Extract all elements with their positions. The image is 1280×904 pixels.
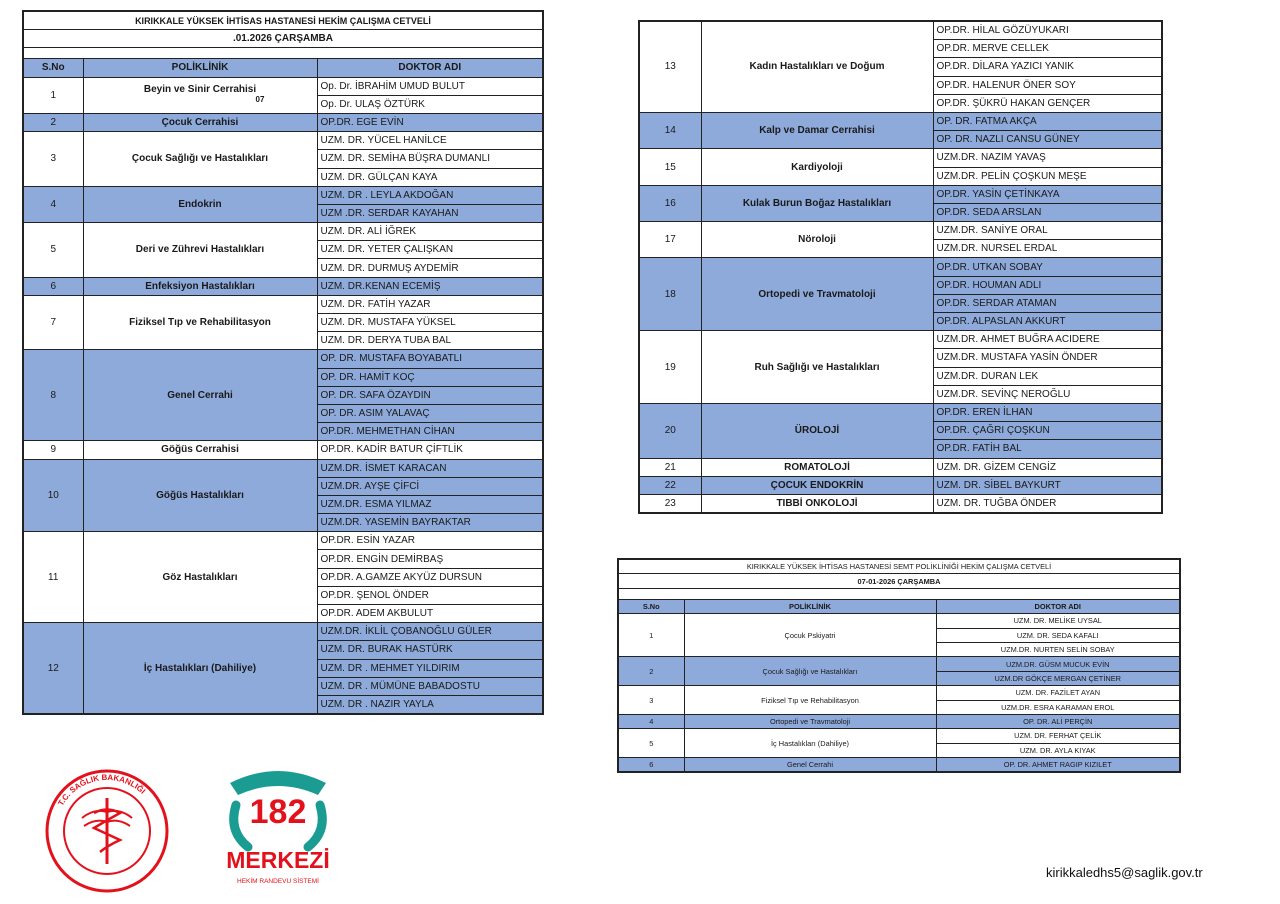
clinic-name	[83, 223, 317, 278]
row-number: 10	[23, 459, 83, 532]
clinic-name	[684, 714, 936, 728]
doctor-name: OP.DR. YASİN ÇETİNKAYA	[933, 185, 1162, 203]
logo-number: 182	[249, 793, 307, 831]
clinic-note: 07	[255, 95, 265, 105]
doctor-name: UZM. DR. FERHAT ÇELİK	[936, 729, 1180, 743]
table-row	[639, 222, 1162, 240]
table-row	[23, 441, 543, 459]
clinic-name	[701, 458, 933, 476]
table-row	[639, 458, 1162, 476]
semt-col-header-doctor: DOKTOR ADI	[936, 599, 1180, 613]
doctor-name: UZM. DR. DURMUŞ AYDEMİR	[317, 259, 543, 277]
clinic-name	[701, 185, 933, 221]
clinic-label: Enfeksiyon Hastalıkları	[145, 280, 255, 292]
table-title: KIRIKKALE YÜKSEK İHTİSAS HASTANESİ HEKİM ÇALIŞMA CETVELİ	[23, 11, 543, 30]
logo-word: MERKEZİ	[226, 847, 330, 873]
clinic-name	[83, 441, 317, 459]
doctor-name: UZM.DR. DURAN LEK	[933, 367, 1162, 385]
merkezi-182-logo	[222, 765, 334, 890]
clinic-label: Genel Cerrahi	[167, 389, 233, 401]
semt-schedule-table	[617, 558, 1181, 773]
doctor-name: OP.DR. ŞENOL ÖNDER	[317, 586, 543, 604]
doctor-name: OP. DR. SAFA ÖZAYDIN	[317, 386, 543, 404]
semt-col-header-no: S.No	[618, 599, 684, 613]
table-row	[23, 623, 543, 641]
row-number: 12	[23, 623, 83, 714]
row-number: 18	[639, 258, 701, 331]
table-row	[618, 729, 1180, 743]
clinic-name	[684, 729, 936, 758]
clinic-name	[684, 686, 936, 715]
clinic-label: Kadın Hastalıkları ve Doğum	[749, 61, 885, 73]
doctor-name: UZM.DR. ESMA YILMAZ	[317, 495, 543, 513]
table-row	[23, 223, 543, 241]
doctor-name: OP. DR. FATMA AKÇA	[933, 112, 1162, 130]
table-row	[618, 714, 1180, 728]
doctor-name: OP.DR. SERDAR ATAMAN	[933, 294, 1162, 312]
row-number: 9	[23, 441, 83, 459]
doctor-name: UZM.DR. SEVİNÇ NEROĞLU	[933, 385, 1162, 403]
doctor-name: UZM.DR. AYŞE ÇİFCİ	[317, 477, 543, 495]
row-number: 16	[639, 185, 701, 221]
clinic-label: Göz Hastalıkları	[162, 571, 238, 583]
row-number: 2	[23, 113, 83, 131]
doctor-name: UZM. DR . MÜMÜNE BABADOSTU	[317, 677, 543, 695]
doctor-name: OP. DR. HAMİT KOÇ	[317, 368, 543, 386]
doctor-name: OP.DR. MERVE CELLEK	[933, 40, 1162, 58]
doctor-name: UZM. DR. FAZİLET AYAN	[936, 686, 1180, 700]
table-row	[618, 686, 1180, 700]
row-number: 2	[618, 657, 684, 686]
clinic-label: ÇOCUK ENDOKRİN	[770, 479, 864, 491]
doctor-name: UZM. DR. SİBEL BAYKURT	[933, 476, 1162, 494]
table-date: .01.2026 ÇARŞAMBA	[23, 30, 543, 48]
table-row	[639, 403, 1162, 421]
table-row	[618, 614, 1180, 628]
clinic-label: ROMATOLOJİ	[784, 461, 850, 473]
doctor-name: OP.DR. HOUMAN ADLI	[933, 276, 1162, 294]
row-number: 3	[23, 132, 83, 187]
logo-subtitle: HEKİM RANDEVU SİSTEMİ	[237, 878, 319, 885]
doctor-name: OP.DR. DİLARA YAZICI YANIK	[933, 58, 1162, 76]
clinic-label: TIBBİ ONKOLOJİ	[776, 497, 858, 509]
doctor-name: UZM. DR . LEYLA AKDOĞAN	[317, 186, 543, 204]
doctor-name: UZM .DR. SERDAR KAYAHAN	[317, 204, 543, 222]
table-row	[639, 185, 1162, 203]
doctor-name: UZM.DR. YASEMİN BAYRAKTAR	[317, 514, 543, 532]
clinic-name	[701, 494, 933, 513]
clinic-label: Kulak Burun Boğaz Hastalıkları	[742, 197, 892, 209]
clinic-label: Ruh Sağlığı ve Hastalıkları	[754, 361, 880, 373]
doctor-name: UZM. DR. AYLA KIYAK	[936, 743, 1180, 757]
doctor-name: UZM.DR. PELİN ÇOŞKUN MEŞE	[933, 167, 1162, 185]
doctor-name: OP. DR. NAZLI CANSU GÜNEY	[933, 131, 1162, 149]
clinic-label: Kardiyoloji	[791, 161, 843, 173]
row-number: 20	[639, 403, 701, 458]
clinic-label: Çocuk Sağlığı ve Hastalıkları	[131, 153, 269, 165]
clinic-name	[701, 476, 933, 494]
doctor-name: UZM.DR. İSMET KARACAN	[317, 459, 543, 477]
row-number: 6	[23, 277, 83, 295]
row-number: 6	[618, 758, 684, 773]
doctor-name: UZM. DR. SEDA KAFALI	[936, 628, 1180, 642]
clinic-label: Endokrin	[178, 198, 222, 210]
doctor-name: OP. DR. ALİ PERÇİN	[936, 714, 1180, 728]
table-row	[23, 459, 543, 477]
clinic-label: Beyin ve Sinir Cerrahisi	[143, 84, 257, 96]
doctor-name: OP.DR. A.GAMZE AKYÜZ DURSUN	[317, 568, 543, 586]
doctor-name: OP.DR. FATİH BAL	[933, 440, 1162, 458]
table-row	[618, 657, 1180, 671]
clinic-name	[83, 532, 317, 623]
table-row	[639, 331, 1162, 349]
col-header-clinic: POLİKLİNİK	[83, 59, 317, 77]
table-row	[639, 21, 1162, 40]
doctor-name: UZM.DR. NURSEL ERDAL	[933, 240, 1162, 258]
row-number: 1	[23, 77, 83, 113]
clinic-label: Fiziksel Tıp ve Rehabilitasyon	[129, 317, 271, 329]
table-row	[23, 77, 543, 95]
table-row	[23, 295, 543, 313]
doctor-name: UZM. DR. YETER ÇALIŞKAN	[317, 241, 543, 259]
clinic-name	[83, 295, 317, 350]
doctor-name: UZM.DR. NURTEN SELİN SOBAY	[936, 642, 1180, 656]
continued-schedule-table	[638, 20, 1163, 514]
doctor-name: UZM. DR. MUSTAFA YÜKSEL	[317, 314, 543, 332]
doctor-name: OP.DR. ALPASLAN AKKURT	[933, 313, 1162, 331]
doctor-name: UZM. DR.KENAN ECEMİŞ	[317, 277, 543, 295]
clinic-label: Çocuk Cerrahisi	[161, 117, 239, 129]
row-number: 19	[639, 331, 701, 404]
doctor-name: UZM. DR . MEHMET YILDIRIM	[317, 659, 543, 677]
table-row	[618, 758, 1180, 773]
row-number: 21	[639, 458, 701, 476]
table-row	[639, 476, 1162, 494]
clinic-name	[701, 149, 933, 185]
clinic-name	[83, 113, 317, 131]
doctor-name: UZM.DR. SANİYE ORAL	[933, 222, 1162, 240]
doctor-name: OP. DR. AHMET RAGIP KIZILET	[936, 758, 1180, 773]
table-row	[639, 258, 1162, 276]
row-number: 5	[618, 729, 684, 758]
doctor-name: UZM. DR. FATİH YAZAR	[317, 295, 543, 313]
clinic-label: İç Hastalıkları (Dahiliye)	[143, 662, 257, 674]
row-number: 15	[639, 149, 701, 185]
clinic-label: Göğüs Cerrahisi	[161, 444, 239, 456]
doctor-name: OP.DR. KADİR BATUR ÇİFTLİK	[317, 441, 543, 459]
clinic-name	[701, 112, 933, 148]
doctor-name: UZM. DR. BURAK HASTÜRK	[317, 641, 543, 659]
doctor-name: UZM.DR. NAZIM YAVAŞ	[933, 149, 1162, 167]
doctor-name: OP.DR. ESİN YAZAR	[317, 532, 543, 550]
doctor-name: UZM. DR . NAZIR YAYLA	[317, 695, 543, 714]
doctor-name: UZM.DR. AHMET BUĞRA ACIDERE	[933, 331, 1162, 349]
clinic-name	[701, 222, 933, 258]
doctor-name: UZM. DR. GİZEM CENGİZ	[933, 458, 1162, 476]
clinic-label: Göğüs Hastalıkları	[156, 489, 244, 501]
main-schedule-table	[22, 10, 544, 715]
clinic-name	[701, 331, 933, 404]
doctor-name: UZM.DR. ESRA KARAMAN EROL	[936, 700, 1180, 714]
table-row	[23, 186, 543, 204]
table-row	[23, 132, 543, 150]
clinic-name	[83, 132, 317, 187]
clinic-label: Deri ve Zührevi Hastalıkları	[135, 244, 265, 256]
row-number: 4	[618, 714, 684, 728]
row-number: 23	[639, 494, 701, 513]
row-number: 3	[618, 686, 684, 715]
table-row	[639, 112, 1162, 130]
row-number: 13	[639, 21, 701, 112]
semt-col-header-clinic: POLİKLİNİK	[684, 599, 936, 613]
clinic-label: Genel Cerrahi	[786, 760, 833, 770]
doctor-name: Op. Dr. İBRAHİM UMUD BULUT	[317, 77, 543, 95]
clinic-label: Ortopedi ve Travmatoloji	[769, 717, 851, 727]
doctor-name: UZM. DR. DERYA TUBA BAL	[317, 332, 543, 350]
clinic-label: Nöroloji	[798, 234, 836, 246]
row-number: 4	[23, 186, 83, 222]
doctor-name: OP.DR. UTKAN SOBAY	[933, 258, 1162, 276]
doctor-name: OP.DR. ŞÜKRÜ HAKAN GENÇER	[933, 94, 1162, 112]
row-number: 22	[639, 476, 701, 494]
table-row	[639, 149, 1162, 167]
table-row	[23, 277, 543, 295]
clinic-name	[701, 21, 933, 112]
clinic-name	[684, 758, 936, 773]
doctor-name: UZM. DR. ALİ İĞREK	[317, 223, 543, 241]
table-row	[23, 350, 543, 368]
clinic-name	[83, 186, 317, 222]
col-header-doctor: DOKTOR ADI	[317, 59, 543, 77]
doctor-name: UZM. DR. TUĞBA ÖNDER	[933, 494, 1162, 513]
clinic-name	[83, 277, 317, 295]
logo-ring-text: T.C. SAĞLIK BAKANLIĞI	[56, 772, 148, 808]
doctor-name: OP.DR. HALENUR ÖNER SOY	[933, 76, 1162, 94]
clinic-name	[684, 614, 936, 657]
clinic-name	[83, 459, 317, 532]
row-number: 14	[639, 112, 701, 148]
table-row	[23, 113, 543, 131]
doctor-name: UZM. DR. YÜCEL HANİLCE	[317, 132, 543, 150]
row-number: 17	[639, 222, 701, 258]
doctor-name: OP.DR. HİLAL GÖZÜYUKARI	[933, 21, 1162, 40]
doctor-name: OP.DR. MEHMETHAN CİHAN	[317, 423, 543, 441]
doctor-name: OP. DR. ASIM YALAVAÇ	[317, 404, 543, 422]
col-header-no: S.No	[23, 59, 83, 77]
doctor-name: OP.DR. EREN İLHAN	[933, 403, 1162, 421]
semt-title: KIRIKKALE YÜKSEK İHTİSAS HASTANESİ SEMT POLİKLİNİĞİ HEKİM ÇALIŞMA CETVELİ	[618, 559, 1180, 574]
clinic-label: ÜROLOJİ	[794, 425, 840, 437]
table-row	[23, 532, 543, 550]
table-row	[639, 494, 1162, 513]
doctor-name: UZM.DR. MUSTAFA YASİN ÖNDER	[933, 349, 1162, 367]
clinic-name	[701, 403, 933, 458]
row-number: 5	[23, 223, 83, 278]
clinic-name	[684, 657, 936, 686]
doctor-name: OP. DR. MUSTAFA BOYABATLI	[317, 350, 543, 368]
doctor-name: Op. Dr. ULAŞ ÖZTÜRK	[317, 95, 543, 113]
row-number: 1	[618, 614, 684, 657]
doctor-name: OP.DR. ADEM AKBULUT	[317, 605, 543, 623]
ministry-of-health-logo	[44, 768, 170, 894]
clinic-label: Çocuk Sağlığı ve Hastalıkları	[762, 666, 858, 676]
clinic-name	[83, 350, 317, 441]
doctor-name: OP.DR. SEDA ARSLAN	[933, 203, 1162, 221]
row-number: 7	[23, 295, 83, 350]
doctor-name: OP.DR. ENGİN DEMİRBAŞ	[317, 550, 543, 568]
doctor-name: OP.DR. EGE EVİN	[317, 113, 543, 131]
clinic-name	[701, 258, 933, 331]
row-number: 8	[23, 350, 83, 441]
clinic-label: Kalp ve Damar Cerrahisi	[759, 125, 875, 137]
doctor-name: UZM.DR GÖKÇE MERGAN ÇETİNER	[936, 671, 1180, 685]
clinic-label: İç Hastalıkları (Dahiliye)	[770, 738, 850, 748]
clinic-label: Ortopedi ve Travmatoloji	[758, 288, 876, 300]
row-number: 11	[23, 532, 83, 623]
doctor-name: UZM. DR. GÜLÇAN KAYA	[317, 168, 543, 186]
clinic-name	[83, 623, 317, 714]
clinic-name	[83, 77, 317, 113]
contact-email: kirikkaledhs5@saglik.gov.tr	[1046, 865, 1203, 880]
doctor-name: UZM.DR. İKLİL ÇOBANOĞLU GÜLER	[317, 623, 543, 641]
doctor-name: UZM. DR. MELİKE UYSAL	[936, 614, 1180, 628]
clinic-label: Çocuk Pskiyatri	[784, 630, 836, 640]
clinic-label: Fiziksel Tıp ve Rehabilitasyon	[761, 695, 859, 705]
semt-date: 07-01-2026 ÇARŞAMBA	[618, 574, 1180, 588]
doctor-name: OP.DR. ÇAĞRI ÇOŞKUN	[933, 422, 1162, 440]
doctor-name: UZM.DR. GÜSM MUCUK EVİN	[936, 657, 1180, 671]
doctor-name: UZM. DR. SEMİHA BÜŞRA DUMANLI	[317, 150, 543, 168]
